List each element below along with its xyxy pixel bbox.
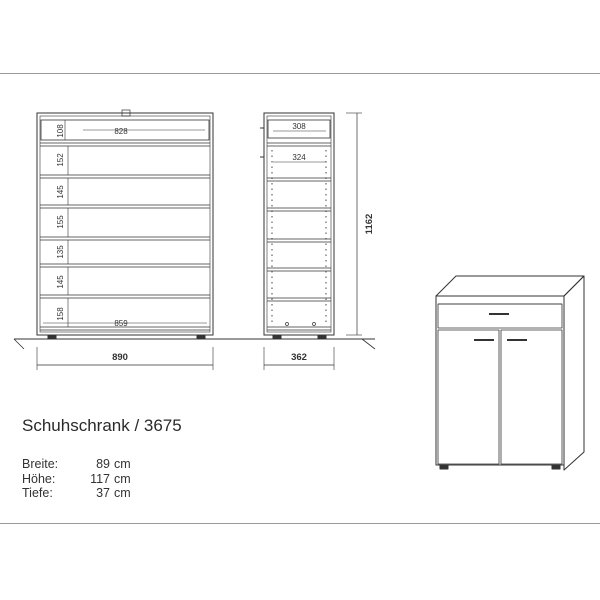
spec-value: 37 <box>96 486 110 500</box>
spec-label: Höhe: <box>22 471 56 486</box>
front-right-foot <box>197 335 205 339</box>
spec-row-depth <box>22 486 131 501</box>
side-view-inner <box>267 116 331 332</box>
drawer-inner-width-label: 828 <box>114 127 128 136</box>
side-shelves <box>267 143 331 330</box>
cabinet-top <box>436 276 584 296</box>
cabinet-drawer <box>438 304 562 328</box>
spec-row-height <box>22 472 131 487</box>
bottom-inner-width-label: 859 <box>114 319 128 328</box>
cabinet-left-door <box>438 330 499 464</box>
front-compartment-dim-lines <box>43 120 207 327</box>
cabinet-side <box>564 276 584 470</box>
front-shelves <box>40 143 210 330</box>
overall-depth-label: 362 <box>291 352 307 363</box>
cabinet-right-foot <box>552 465 560 469</box>
compartment-1-label: 152 <box>56 153 65 167</box>
spec-row-width <box>22 457 131 472</box>
compartment-6-label: 158 <box>56 307 65 321</box>
spec-unit: cm <box>114 471 131 486</box>
compartment-2-label: 145 <box>56 185 65 199</box>
side-view <box>260 113 362 370</box>
compartment-4-label: 135 <box>56 245 65 259</box>
spec-unit: cm <box>114 457 131 471</box>
cabinet-right-door <box>501 330 562 464</box>
compartment-5-label: 145 <box>56 275 65 289</box>
product-specs <box>22 457 131 501</box>
perspective-view <box>436 276 584 470</box>
product-title: Schuhschrank / 3675 <box>22 416 182 435</box>
spec-value: 89 <box>96 457 110 471</box>
compartment-3-label: 155 <box>56 215 65 229</box>
front-left-foot <box>48 335 56 339</box>
spec-label: Breite: <box>22 457 59 471</box>
cabinet-left-foot <box>440 465 448 469</box>
cabinet-front <box>436 296 564 465</box>
side-left-foot <box>273 335 281 339</box>
side-drawer-depth-label: 308 <box>292 122 306 131</box>
front-view-inner <box>40 116 210 332</box>
side-right-foot <box>318 335 326 339</box>
drawer-height-label: 108 <box>56 124 65 138</box>
front-view <box>14 110 375 370</box>
shelf-depth-label: 324 <box>292 153 306 162</box>
overall-width-label: 890 <box>112 352 128 363</box>
overall-height-label: 1162 <box>364 213 375 235</box>
spec-unit: cm <box>114 486 131 500</box>
spec-value: 117 <box>90 471 110 486</box>
side-peg-holes <box>272 150 326 325</box>
spec-label: Tiefe: <box>22 486 53 500</box>
